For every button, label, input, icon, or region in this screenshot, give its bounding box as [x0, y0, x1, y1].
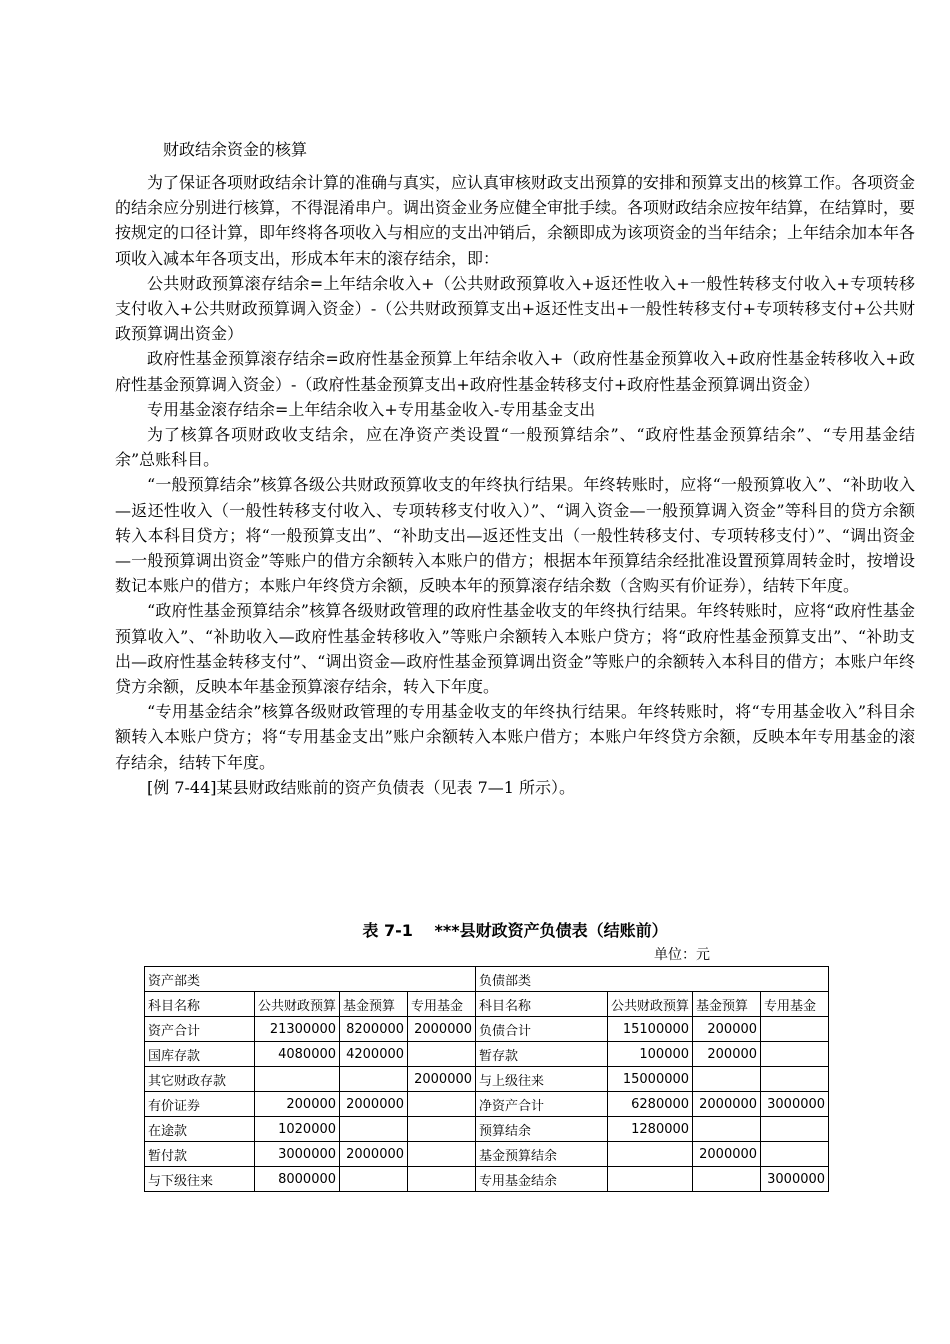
column-header: 基金预算 [340, 992, 408, 1017]
table-cell [761, 1017, 829, 1042]
table-cell: 8200000 [340, 1017, 408, 1042]
table-cell: 2000000 [693, 1092, 761, 1117]
paragraph: “一般预算结余”核算各级公共财政预算收支的年终执行结果。年终转账时，应将“一般预算收入”、“补助收入—返还性收入（一般性转移支付收入、专项转移支付收入）”、“调入资金—一般预算调入资金”等科目的贷方余额转入本科目贷方；将“一般预算支出”、“补助支出—返还性支出（一般性转移支付、专项转移支付）”、“调出资金—一般预算调出资金”等账户的借方余额转入本账户的借方；根据本年预算结余经批准设置预算周转金时，按增设数记本账户的借方；本账户年终贷方余额，反映本年的预算滚存结余数（含购买有价证券），结转下年度。 [115, 475, 915, 596]
table-cell [693, 1167, 761, 1192]
table-cell: 2000000 [340, 1092, 408, 1117]
table-cell [255, 1067, 340, 1092]
table-cell: 暂付款 [145, 1142, 255, 1167]
column-header: 专用基金 [408, 992, 476, 1017]
table-cell: 200000 [255, 1092, 340, 1117]
column-header: 科目名称 [145, 992, 255, 1017]
table-cell: 100000 [608, 1042, 693, 1067]
table-cell: 有价证券 [145, 1092, 255, 1117]
table-cell: 预算结余 [476, 1117, 608, 1142]
table-cell [408, 1142, 476, 1167]
paragraph: 为了保证各项财政结余计算的准确与真实，应认真审核财政支出预算的安排和预算支出的核算工作。各项资金的结余应分别进行核算，不得混淆串户。调出资金业务应健全审批手续。各项财政结余应按年结算，在结算时，要按规定的口径计算，即年终将各项收入与相应的支出冲销后，余额即成为该项资金的当年结余；上年结余加本年各项收入减本年各项支出，形成本年末的滚存结余，即： [115, 173, 916, 268]
table-cell: 2000000 [408, 1017, 476, 1042]
table-cell: 3000000 [761, 1167, 829, 1192]
table-cell: 3000000 [255, 1142, 340, 1167]
table-cell: 8000000 [255, 1167, 340, 1192]
table-cell: 6280000 [608, 1092, 693, 1117]
table-cell [408, 1042, 476, 1067]
table-cell [608, 1142, 693, 1167]
table-row [145, 1017, 829, 1042]
section-heading: 财政结余资金的核算 [163, 140, 308, 159]
formula-government-fund: 政府性基金预算滚存结余=政府性基金预算上年结余收入+（政府性基金预算收入+政府性基金转移收入+政府性基金预算调入资金）-（政府性基金预算支出+政府性基金转移支付+政府性基金预算调出资金） [115, 349, 915, 394]
table-row [145, 967, 829, 992]
table-cell: 基金预算结余 [476, 1142, 608, 1167]
column-header: 科目名称 [476, 992, 608, 1017]
table-cell: 暂存款 [476, 1042, 608, 1067]
table-cell: 在途款 [145, 1117, 255, 1142]
column-header: 公共财政预算 [608, 992, 693, 1017]
column-header: 专用基金 [761, 992, 829, 1017]
table-cell [693, 1117, 761, 1142]
table-cell [340, 1117, 408, 1142]
column-header: 公共财政预算 [255, 992, 340, 1017]
table-cell: 专用基金结余 [476, 1167, 608, 1192]
table-cell [761, 1067, 829, 1092]
table-cell: 资产合计 [145, 1017, 255, 1042]
table-cell [408, 1092, 476, 1117]
table-cell [340, 1167, 408, 1192]
table-cell: 4080000 [255, 1042, 340, 1067]
table-cell [761, 1142, 829, 1167]
formula-special-fund: 专用基金滚存结余=上年结余收入+专用基金收入-专用基金支出 [147, 399, 596, 419]
table-cell: 净资产合计 [476, 1092, 608, 1117]
table-cell: 与下级往来 [145, 1167, 255, 1192]
balance-sheet-table [144, 966, 829, 1192]
table-cell: 15100000 [608, 1017, 693, 1042]
table-row [145, 1042, 829, 1067]
table-cell [408, 1117, 476, 1142]
table-cell: 21300000 [255, 1017, 340, 1042]
table-cell: 与上级往来 [476, 1067, 608, 1092]
column-header: 基金预算 [693, 992, 761, 1017]
formula-public-budget: 公共财政预算滚存结余=上年结余收入+（公共财政预算收入+返还性收入+一般性转移支付收入+专项转移支付收入+公共财政预算调入资金）-（公共财政预算支出+返还性支出+一般性转移支付+专项转移支付+公共财政预算调出资金） [115, 273, 915, 344]
example-reference: [例 7-44]某县财政结账前的资产负债表（见表 7—1 所示）。 [147, 777, 576, 797]
table-cell: 200000 [693, 1042, 761, 1067]
table-cell [408, 1167, 476, 1192]
table-cell [608, 1167, 693, 1192]
unit-label: 单位：元 [654, 947, 710, 963]
table-row [145, 1067, 829, 1092]
table-cell: 2000000 [340, 1142, 408, 1167]
liabilities-header: 负债部类 [476, 967, 829, 992]
table-cell [761, 1042, 829, 1067]
table-cell: 4200000 [340, 1042, 408, 1067]
paragraph: “专用基金结余”核算各级财政管理的专用基金收支的年终执行结果。年终转账时，将“专用基金收入”科目余额转入本账户贷方；将“专用基金支出”账户余额转入本账户借方；本账户年终贷方余额，反映本年专用基金的滚存结余，结转下年度。 [115, 702, 915, 772]
table-cell [340, 1067, 408, 1092]
table-cell: 1020000 [255, 1117, 340, 1142]
table-cell: 200000 [693, 1017, 761, 1042]
table-row [145, 1167, 829, 1192]
table-cell: 3000000 [761, 1092, 829, 1117]
assets-header: 资产部类 [145, 967, 476, 992]
paragraph: “政府性基金预算结余”核算各级财政管理的政府性基金收支的年终执行结果。年终转账时，应将“政府性基金预算收入”、“补助收入—政府性基金转移收入”等账户余额转入本账户贷方；将“政府性基金预算支出”、“补助支出—政府性基金转移支付”、“调出资金—政府性基金预算调出资金”等账户的余额转入本科目的借方；本账户年终贷方余额，反映本年基金预算滚存结余，转入下年度。 [115, 601, 915, 697]
table-cell [693, 1067, 761, 1092]
paragraph: 为了核算各项财政收支结余，应在净资产类设置“一般预算结余”、“政府性基金预算结余”、“专用基金结余”总账科目。 [115, 425, 915, 470]
table-cell: 负债合计 [476, 1017, 608, 1042]
table-row [145, 1142, 829, 1167]
table-cell: 2000000 [408, 1067, 476, 1092]
table-cell: 2000000 [693, 1142, 761, 1167]
table-header-row [145, 992, 829, 1017]
table-row [145, 1092, 829, 1117]
body-text [115, 170, 915, 800]
table-title: 表 7-1 ***县财政资产负债表（结账前） [362, 921, 668, 940]
table-cell: 其它财政存款 [145, 1067, 255, 1092]
table-row [145, 1117, 829, 1142]
table-cell: 国库存款 [145, 1042, 255, 1067]
table-cell: 15000000 [608, 1067, 693, 1092]
table-cell: 1280000 [608, 1117, 693, 1142]
table-cell [761, 1117, 829, 1142]
